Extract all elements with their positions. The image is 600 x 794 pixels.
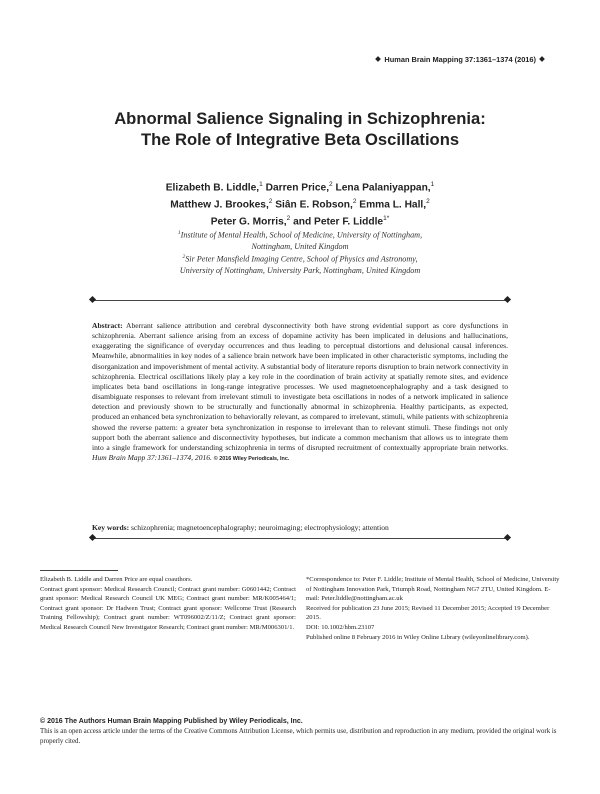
article-title — [40, 108, 560, 150]
affiliation-number: 2 — [182, 254, 186, 261]
diamond-ornament-icon — [504, 534, 511, 541]
author-list — [60, 178, 540, 229]
affiliation-number: 1 — [177, 230, 181, 236]
author-name: and Peter F. Liddle — [293, 216, 384, 228]
affiliation-marker: 2 — [352, 197, 357, 205]
author-name: Lena Palaniyappan, — [335, 182, 431, 194]
author-line-1 — [60, 178, 540, 195]
keywords-text: schizophrenia; magnetoencephalography; neuroimaging; electrophysiology; attention — [131, 523, 389, 532]
section-divider — [92, 300, 508, 301]
running-head — [372, 55, 548, 64]
diamond-ornament-icon — [89, 534, 96, 541]
footnote: *Correspondence to: Peter F. Liddle; Institute of Mental Health, School of Medicine, University of Nottingham Innovation Park, Triumph Road, Nottingham NG7 2TU, United Kingdom. E-mail: Peter.liddle@nottingham.ac.uk — [306, 576, 560, 603]
affiliation-marker: 1 — [259, 181, 263, 188]
author-name: Elizabeth B. Liddle, — [165, 182, 260, 194]
affiliation-marker: 1 — [430, 181, 435, 188]
section-divider — [92, 538, 508, 539]
footnote: Contract grant sponsor: Medical Research Council; Contract grant number: G0601442; Contract grant sponsor: Medical Research Council UK MEG; Contract grant number: MR/K005464/1; Contract grant sponsor: Dr Hadwen Trust; Contract grant sponsor: Wellcome Trust (Research Training Fellowship); Contract grant number: WT096002/Z/11/Z; Contract grant sponsor: Medical Research Council New Investigator Research; Contract grant number: MR/M006301/1. — [40, 585, 296, 631]
abstract-citation: Hum Brain Mapp 37:1361–1374, 2016. — [92, 453, 212, 463]
footnotes-right — [306, 575, 560, 642]
affiliation-marker: 1* — [383, 214, 390, 222]
affiliation-text: Institute of Mental Health, School of Medicine, University of Nottingham, — [180, 230, 423, 240]
author-name: Matthew J. Brookes, — [170, 199, 269, 211]
author-line-3 — [60, 212, 540, 229]
diamond-ornament-icon — [89, 296, 96, 303]
author-line-2 — [60, 195, 540, 212]
diamond-bullet-icon — [539, 56, 545, 62]
abstract — [92, 321, 508, 464]
affiliation-text: Sir Peter Mansfield Imaging Centre, School of Physics and Astronomy, — [185, 254, 418, 264]
journal-citation: Human Brain Mapping 37:1361–1374 (2016) — [384, 55, 536, 64]
abstract-copyright: © 2016 Wiley Periodicals, Inc. — [213, 456, 290, 463]
affiliation-marker: 2 — [329, 181, 333, 188]
author-name: Emma L. Hall, — [359, 199, 427, 211]
affiliation-2-cont: University of Nottingham, University Park, Nottingham, United Kingdom — [179, 266, 421, 276]
affiliation-1-cont: Nottingham, United Kingdom — [251, 241, 349, 251]
footnote: Published online 8 February 2016 in Wiley Online Library (wileyonlinelibrary.com). — [306, 633, 530, 641]
affiliation-marker: 2 — [426, 197, 430, 205]
affiliation-marker: 2 — [268, 197, 273, 205]
footnote: DOI: 10.1002/hbm.23107 — [306, 623, 375, 631]
author-name: Peter G. Morris, — [210, 216, 287, 228]
affiliation-2 — [60, 252, 540, 265]
abstract-label: Abstract: — [92, 321, 123, 330]
license-text: This is an open access article under the terms of the Creative Commons Attribution License, which permits use, distribution and reproduction in any medium, provided the original work is properly cited. — [40, 727, 557, 745]
diamond-ornament-icon — [504, 296, 511, 303]
title-line-1: Abnormal Salience Signaling in Schizophrenia: — [114, 109, 486, 128]
footnotes-left — [40, 575, 296, 633]
affiliations — [60, 228, 540, 276]
footnote: Received for publication 23 June 2015; Revised 11 December 2015; Accepted 19 December 2015. — [306, 604, 550, 622]
keywords — [92, 523, 508, 532]
footnote: Elizabeth B. Liddle and Darren Price are equal coauthors. — [40, 576, 193, 583]
author-name: Darren Price, — [265, 182, 330, 194]
diamond-bullet-icon — [376, 56, 382, 62]
footnote-rule — [40, 570, 118, 571]
abstract-text: Aberrant salience attribution and cerebral dysconnectivity both have strong evidential support as core dysfunctions in schizophrenia. Aberrant salience arising from an excess of dopamine activity has been implicated in delusions and hallucinations, exaggerating the significance of everyday occurrences and thus leading to perceptual distortions and delusional causal inferences. Meanwhile, abnormalities in key nodes of a salience brain network have been implicated in other characteristic symptoms, including the disorganization and impoverishment of mental activity. A substantial body of literature reports disruption to brain network connectivity in schizophrenia. Electrical oscillations likely play a key role in the coordination of brain activity at spatially remote sites, and evidence implicates beta band oscillations in long-range integrative processes. We used magnetoencephalography and a task designed to disambiguate responses to relevant from irrelevant stimuli to investigate beta oscillations in nodes of a network implicated in salience detection and previously shown to be structurally and functionally abnormal in schizophrenia. Healthy participants, as expected, produced an enhanced beta synchronization to behaviorally relevant, as compared to irrelevant, stimuli, while patients with schizophrenia showed the reverse pattern: a greater beta synchronization in response to irrelevant than to relevant stimuli. These findings not only support both the aberrant salience and disconnectivity hypotheses, but indicate a common mechanism that allows us to integrate them into a single framework for understanding schizophrenia in terms of disrupted recruitment of contextually appropriate brain networks. — [92, 321, 508, 452]
title-line-2: The Role of Integrative Beta Oscillations — [140, 130, 460, 149]
affiliation-1 — [60, 228, 540, 241]
affiliation-marker: 2 — [286, 214, 291, 222]
license-heading: © 2016 The Authors Human Brain Mapping Published by Wiley Periodicals, Inc. — [40, 718, 303, 725]
keywords-label: Key words: — [92, 523, 130, 532]
license-notice — [40, 717, 560, 746]
author-name: Siân E. Robson, — [275, 199, 353, 211]
